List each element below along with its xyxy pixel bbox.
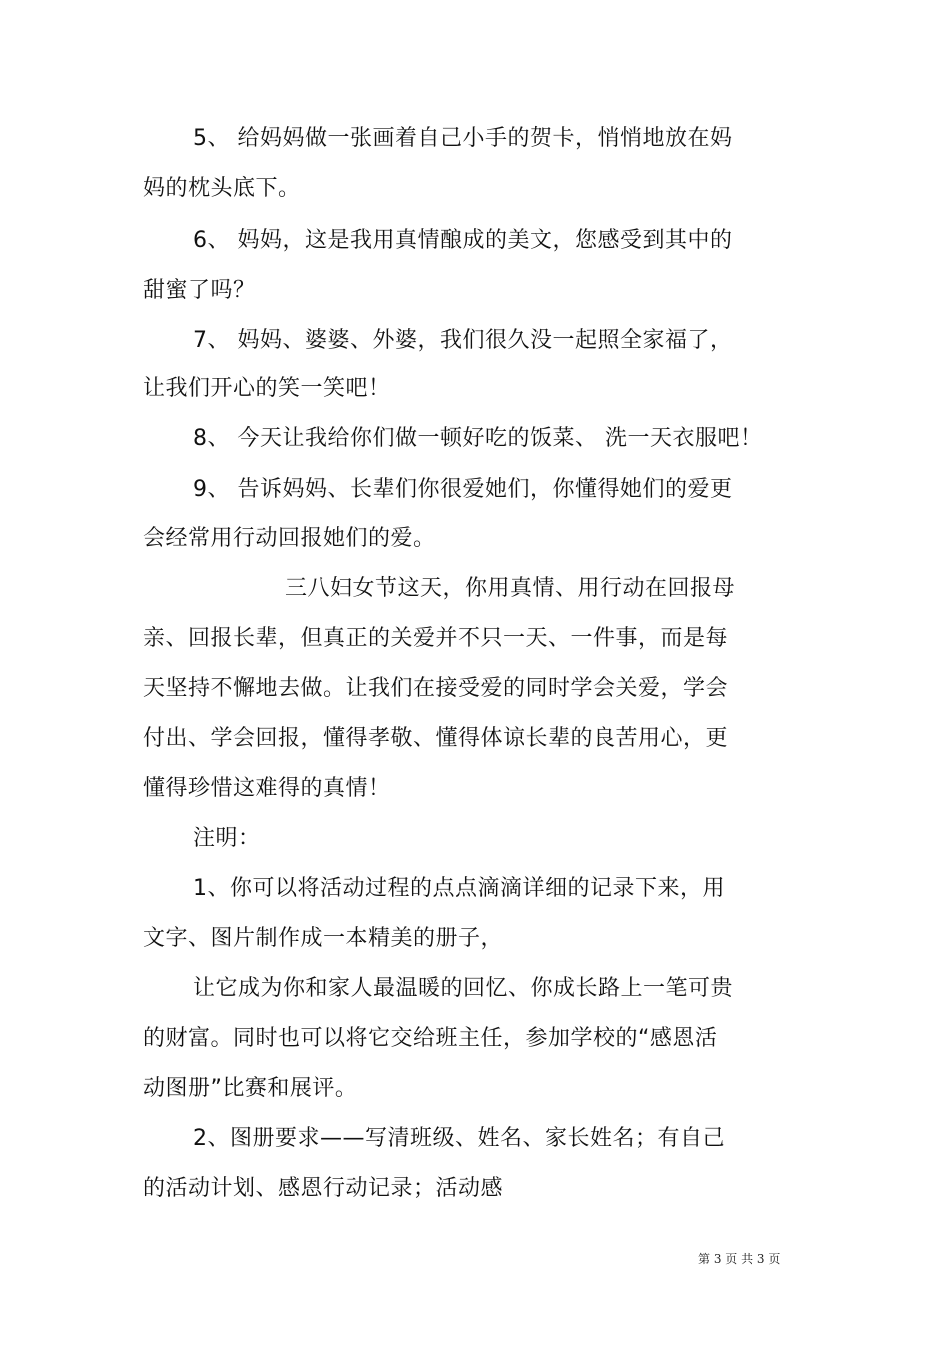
note-1-line-3: 让它成为你和家人最温暖的回忆、你成长路上一笔可贵 (193, 976, 734, 1001)
note-1-line-2: 文字、图片制作成一本精美的册子， (143, 926, 504, 951)
item-6-line-1: 6、 妈妈，这是我用真情酿成的美文，您感受到其中的 (193, 228, 733, 253)
note-1-line-5: 动图册”比赛和展评。 (143, 1076, 358, 1101)
note-2-line-2: 的活动计划、感恩行动记录；活动感 (143, 1176, 504, 1201)
closing-paragraph-line-4: 付出、学会回报，懂得孝敬、懂得体谅长辈的良苦用心，更 (143, 726, 729, 751)
item-7-line-1: 7、 妈妈、婆婆、外婆，我们很久没一起照全家福了， (193, 328, 733, 353)
note-1-line-4: 的财富。同时也可以将它交给班主任，参加学校的“感恩活 (143, 1026, 718, 1051)
item-8-line-1: 8、 今天让我给你们做一顿好吃的饭菜、 洗一天衣服吧！ (193, 426, 763, 451)
notes-heading: 注明： (193, 826, 261, 851)
closing-paragraph-line-3: 天坚持不懈地去做。让我们在接受爱的同时学会关爱，学会 (143, 676, 729, 701)
item-9-line-1: 9、 告诉妈妈、长辈们你很爱她们，你懂得她们的爱更 (193, 477, 733, 502)
closing-paragraph-line-5: 懂得珍惜这难得的真情！ (143, 776, 391, 801)
item-6-line-2: 甜蜜了吗？ (143, 278, 256, 303)
item-9-line-2: 会经常用行动回报她们的爱。 (143, 526, 436, 551)
page-number-footer: 第 3 页 共 3 页 (698, 1252, 781, 1266)
item-5-line-1: 5、 给妈妈做一张画着自己小手的贺卡，悄悄地放在妈 (193, 126, 733, 151)
item-7-line-2: 让我们开心的笑一笑吧！ (143, 376, 391, 401)
item-5-line-2: 妈的枕头底下。 (143, 176, 301, 201)
closing-paragraph-line-2: 亲、回报长辈，但真正的关爱并不只一天、一件事，而是每 (143, 626, 729, 651)
note-1-line-1: 1、你可以将活动过程的点点滴滴详细的记录下来，用 (193, 876, 725, 901)
closing-paragraph-line-1: 三八妇女节这天，你用真情、用行动在回报母 (285, 576, 736, 601)
note-2-line-1: 2、图册要求——写清班级、姓名、家长姓名；有自己 (193, 1126, 725, 1151)
